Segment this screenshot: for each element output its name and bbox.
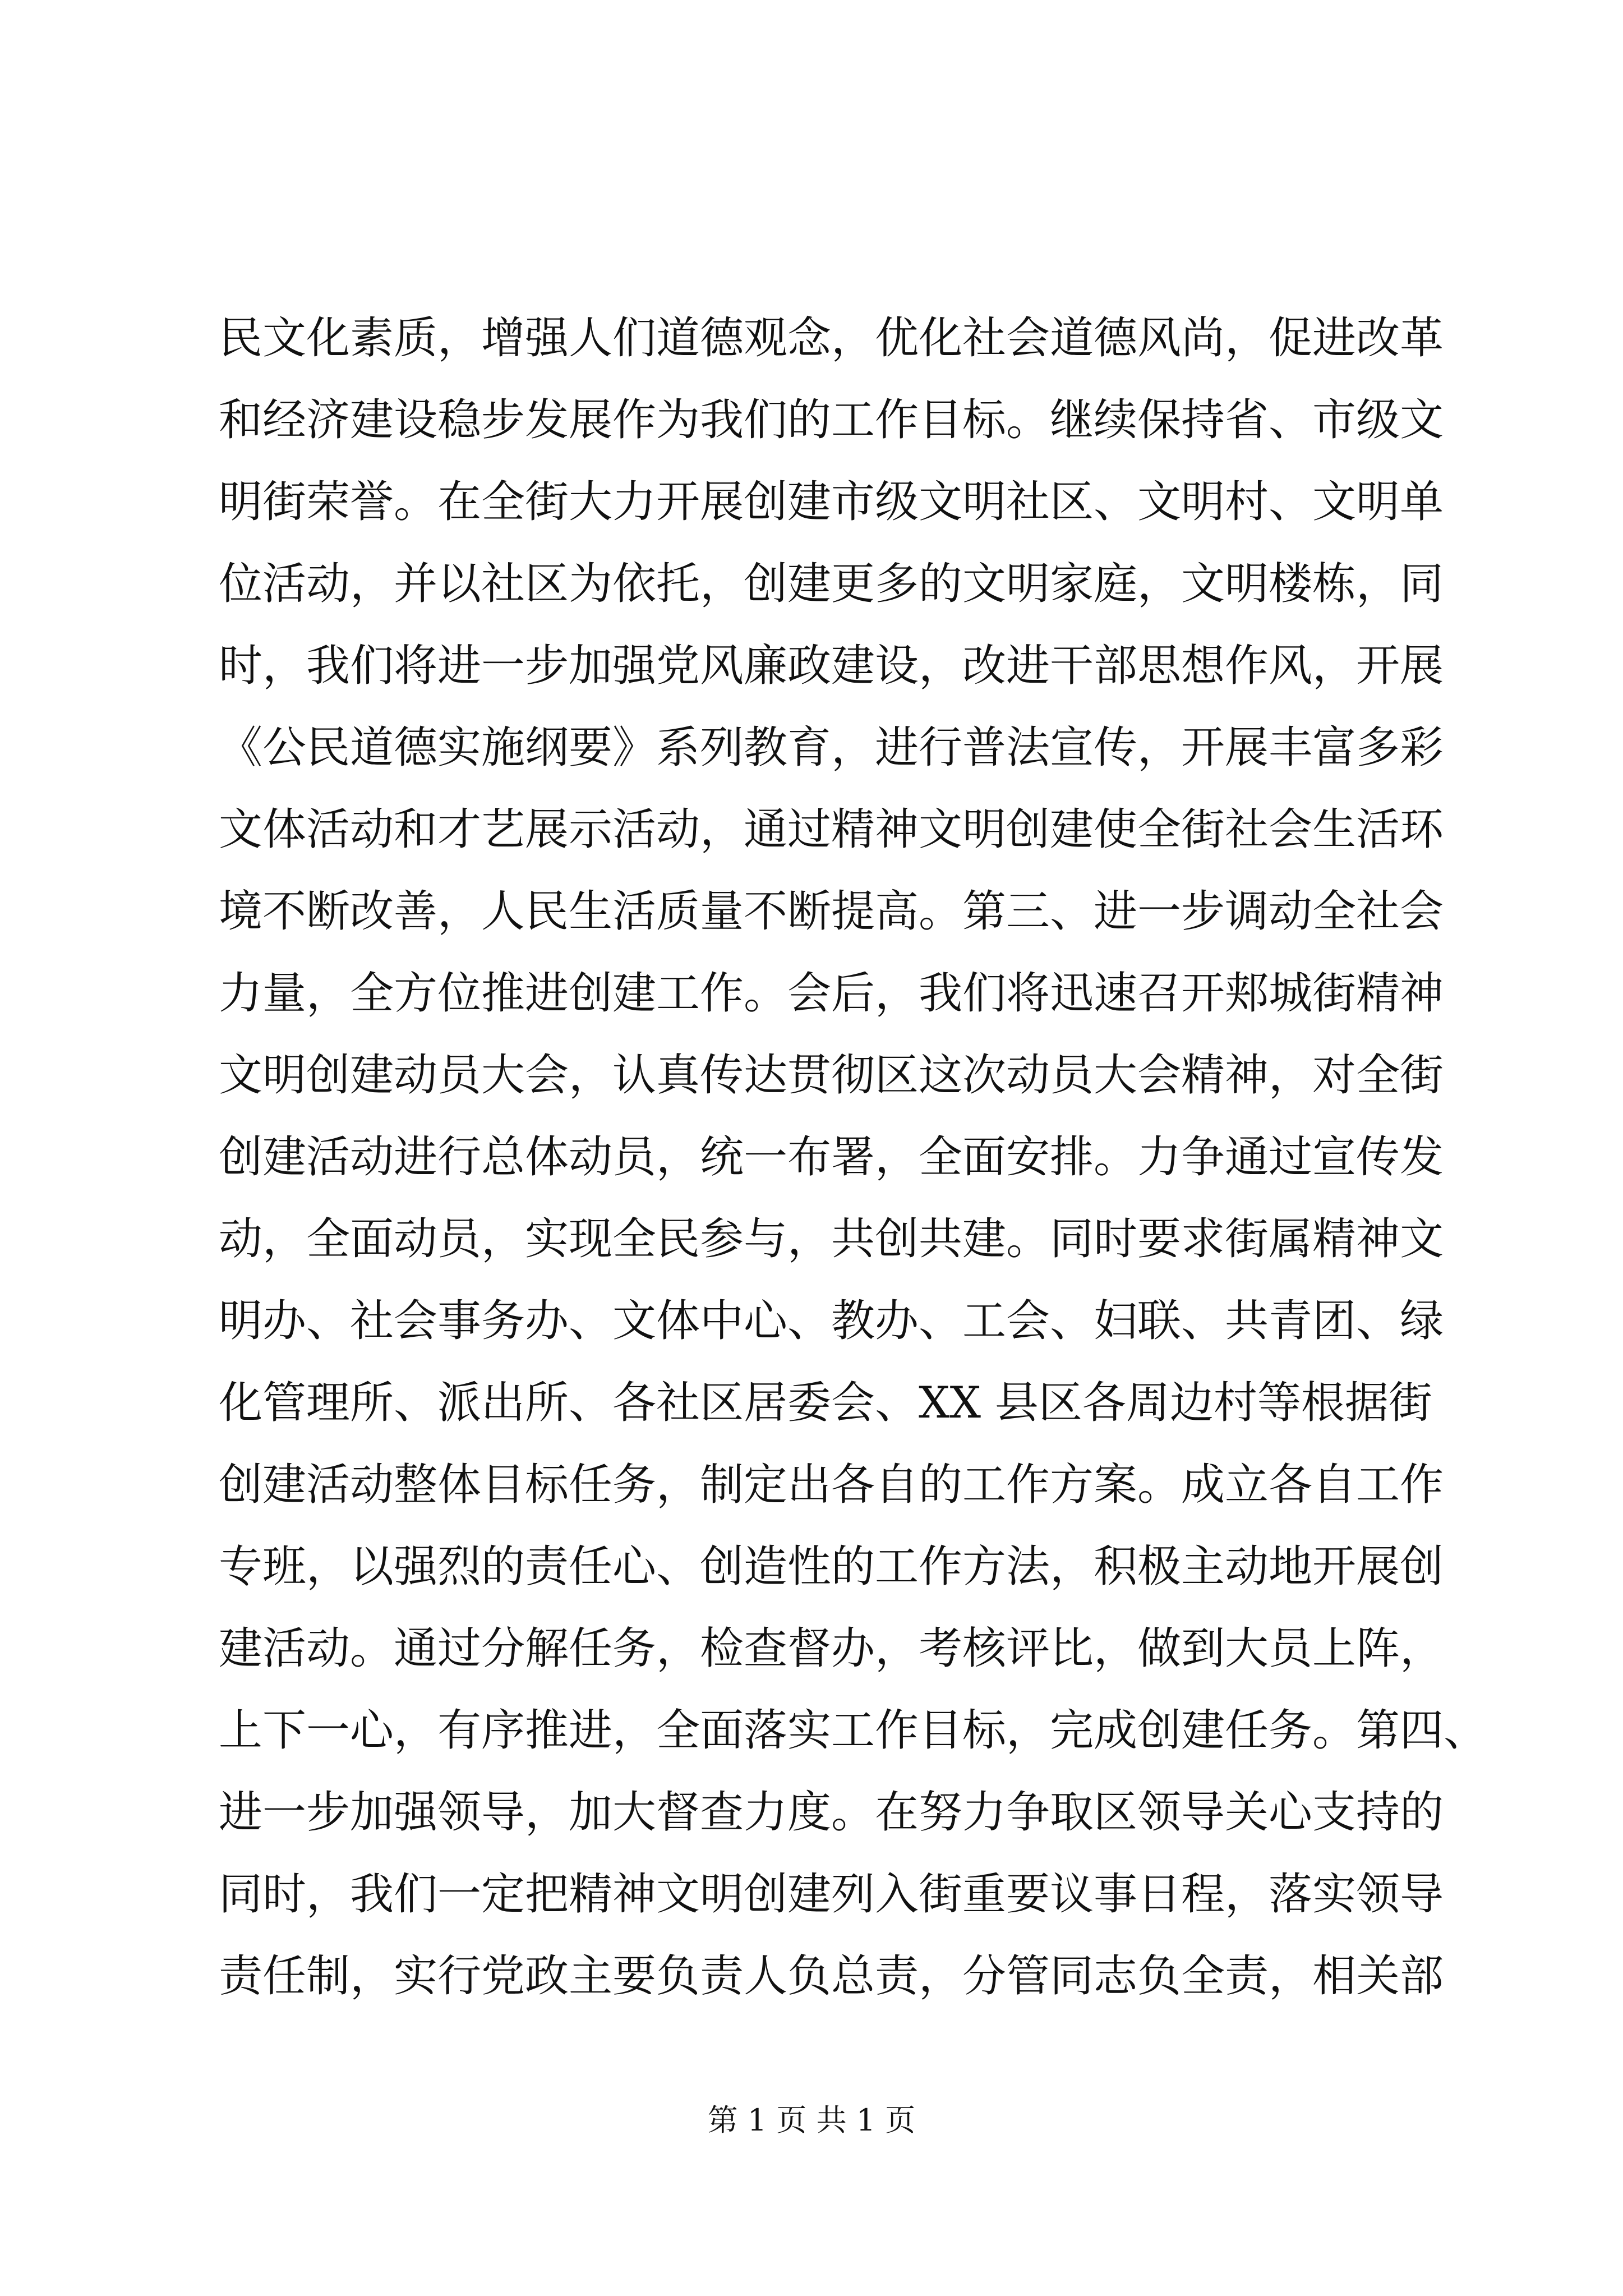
text-line: 建活动。通过分解任务，检查督办，考核评比，做到大员上阵， <box>219 1623 1444 1674</box>
text-line: 创建活动整体目标任务，制定出各自的工作方案。成立各自工作 <box>219 1460 1444 1510</box>
text-line: 境不断改善，人民生活质量不断提高。第三、进一步调动全社会 <box>219 886 1444 937</box>
page-footer: 第 1 页 共 1 页 <box>707 2102 916 2138</box>
text-line: 进一步加强领导，加大督查力度。在努力争取区领导关心支持的 <box>219 1787 1444 1838</box>
text-line: 时，我们将进一步加强党风廉政建设，改进干部思想作风，开展 <box>219 641 1444 691</box>
text-line: 创建活动进行总体动员，统一布署，全面安排。力争通过宣传发 <box>219 1132 1444 1182</box>
text-line: 同时，我们一定把精神文明创建列入街重要议事日程，落实领导 <box>219 1869 1444 1920</box>
text-line: 位活动，并以社区为依托，创建更多的文明家庭，文明楼栋，同 <box>219 559 1444 609</box>
text-line: 文体活动和才艺展示活动，通过精神文明创建使全街社会生活环 <box>219 804 1444 855</box>
body-text <box>219 297 1488 2017</box>
text-line: 责任制，实行党政主要负责人负总责，分管同志负全责，相关部 <box>219 1951 1444 2001</box>
text-line: 民文化素质，增强人们道德观念，优化社会道德风尚，促进改革 <box>219 313 1444 364</box>
text-line: 文明创建动员大会，认真传达贯彻区这次动员大会精神，对全街 <box>219 1050 1444 1101</box>
text-line: 力量，全方位推进创建工作。会后，我们将迅速召开郏城街精神 <box>219 968 1444 1019</box>
text-line: 《公民道德实施纲要》系列教育，进行普法宣传，开展丰富多彩 <box>219 723 1444 773</box>
text-line: 动，全面动员，实现全民参与，共创共建。同时要求街属精神文 <box>219 1214 1444 1264</box>
text-line: 专班，以强烈的责任心、创造性的工作方法，积极主动地开展创 <box>219 1542 1444 1592</box>
text-line: 上下一心，有序推进，全面落实工作目标，完成创建任务。第四、 <box>219 1705 1488 1756</box>
text-line: 和经济建设稳步发展作为我们的工作目标。继续保持省、市级文 <box>219 395 1444 445</box>
text-line: 明办、社会事务办、文体中心、教办、工会、妇联、共青团、绿 <box>219 1296 1444 1346</box>
text-line: 化管理所、派出所、各社区居委会、XX 县区各周边村等根据街 <box>219 1378 1432 1428</box>
text-line: 明街荣誉。在全街大力开展创建市级文明社区、文明村、文明单 <box>219 477 1444 527</box>
